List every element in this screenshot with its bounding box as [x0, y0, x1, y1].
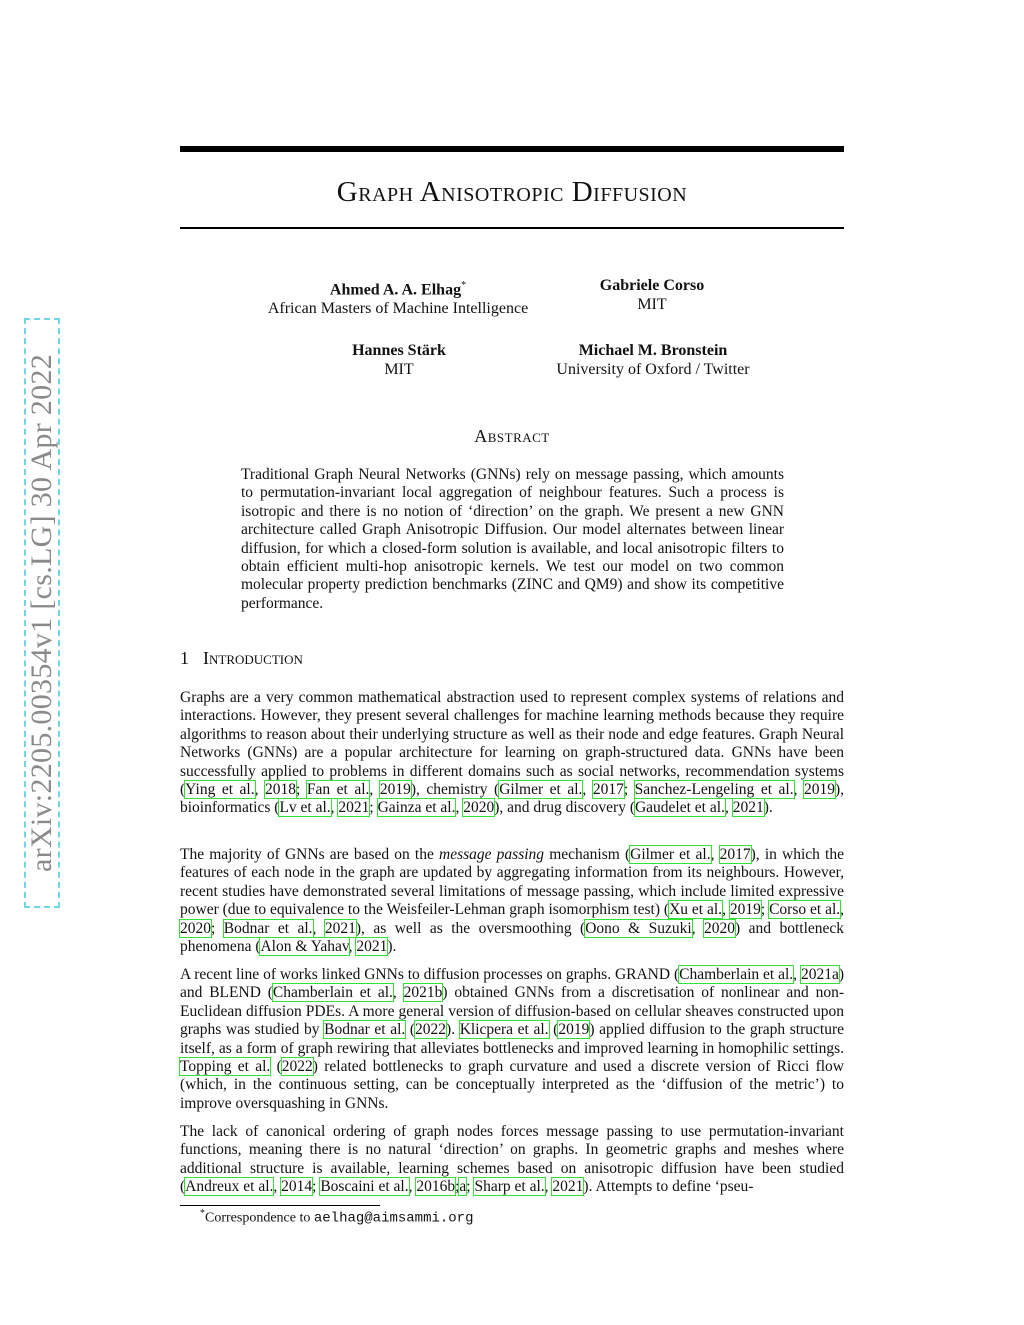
section-title: Introduction: [203, 648, 303, 668]
citation-link[interactable]: 2020: [704, 919, 736, 937]
citation-link[interactable]: 2021: [324, 919, 356, 937]
paragraph-1: Graphs are a very common mathematical abstraction used to represent complex systems of relations and interactions. However, they present several challenges for machine learning methods because they require algorithms to reason about their underlying structure as well as their node and edge features. Graph Neural Networks (GNNs) are a popular architecture for learning on graph-structured data. GNNs have been successfully applied to problems in different domains such as social networks, recommendation systems (Ying et al., 2018; Fan et al., 2019), chemistry (Gilmer et al., 2017; Sanchez-Lengeling et al., 2019), bioinformatics (Lv et al., 2021; Gainza et al., 2020), and drug discovery (Gaudelet et al., 2021).: [180, 689, 845, 817]
abstract-heading: Abstract: [474, 426, 550, 446]
footnote-rule: [180, 1205, 380, 1206]
paragraph-4: The lack of canonical ordering of graph nodes forces message passing to use permutation-invariant functions, meaning there is no natural ‘direction’ on graphs. In geometric graphs and meshes where additional structure is available, learning schemes based on anisotropic diffusion have been studied (Andreux et al., 2014; Boscaini et al., 2016b;a; Sharp et al., 2021). Attempts to define ‘pseu-: [180, 1123, 844, 1196]
author-name: Ahmed A. A. Elhag: [329, 281, 462, 299]
citation-link[interactable]: Chamberlain et al.: [272, 984, 393, 1002]
citation-link[interactable]: 2022: [281, 1058, 313, 1076]
paragraph-2: The majority of GNNs are based on the message passing mechanism (Gilmer et al., 2017), in which the features of each node in the graph are updated by aggregating information from its neighbours. However, recent studies have demonstrated several limitations of message passing, which include limited expressive power (due to equivalence to the Weisfeiler-Lehman graph isomorphism test) (Xu et al., 2019; Corso et al., 2020; Bodnar et al., 2021), as well as the oversmoothing (Oono & Suzuki, 2020) and bottleneck phenomena (Alon & Yahav, 2021).: [180, 846, 845, 956]
citation-link[interactable]: 2021: [338, 799, 370, 817]
citation-link[interactable]: Lv et al.: [279, 799, 331, 817]
citation-link[interactable]: 2020: [463, 799, 495, 817]
section-number: 1: [180, 648, 189, 668]
citation-link[interactable]: Ying et al.: [185, 781, 255, 799]
citation-link[interactable]: 2022: [415, 1021, 447, 1039]
citation-link[interactable]: 2017: [719, 846, 751, 863]
citation-link[interactable]: Fan et al.: [306, 781, 370, 799]
author-name: Hannes Stärk: [352, 342, 446, 359]
citation-link[interactable]: 2019: [804, 781, 835, 799]
citation-link[interactable]: 2021: [732, 799, 764, 817]
citation-link[interactable]: 2019: [729, 901, 761, 919]
author-affiliation: University of Oxford / Twitter: [556, 361, 750, 378]
author-affiliation: MIT: [637, 296, 667, 313]
citation-link[interactable]: 2017: [592, 781, 624, 799]
citation-link[interactable]: Xu et al.: [669, 901, 723, 919]
citation-link[interactable]: Chamberlain et al.: [679, 966, 794, 983]
citation-link[interactable]: Gainza et al.: [377, 799, 456, 817]
citation-link[interactable]: Sanchez-Lengeling et al.: [634, 781, 794, 799]
citation-link[interactable]: Corso et al.: [769, 901, 841, 919]
citation-link[interactable]: a: [459, 1178, 467, 1196]
citation-link[interactable]: Bodnar et al.: [324, 1021, 406, 1039]
email-link[interactable]: aelhag@aimsammi.org: [313, 1210, 474, 1227]
citation-link[interactable]: 2019: [379, 781, 411, 799]
title-top-rule: [180, 146, 844, 152]
citation-link[interactable]: 2014: [281, 1178, 313, 1196]
emphasis-term: message passing: [439, 846, 545, 863]
citation-link[interactable]: Boscaini et al.: [320, 1178, 409, 1196]
citation-link[interactable]: Oono & Suzuki: [585, 919, 692, 937]
paragraph-3: A recent line of works linked GNNs to diffusion processes on graphs. GRAND (Chamberlain et al., 2021a) and BLEND (Chamberlain et al., 2021b) obtained GNNs from a discretisation of nonlinear and non-Euclidean diffusion PDEs. A more general version of diffusion-based on cellular sheaves constructed upon graphs was studied by Bodnar et al. (2022). Klicpera et al. (2019) applied diffusion to the graph structure itself, as a form of graph rewiring that alleviates bottlenecks and improved learning in homophilic settings. Topping et al. (2022) related bottlenecks to graph curvature and used a discrete version of Ricci flow (which, in the continuous setting, can be conceptually interpreted as the ‘diffusion of the metric’) to improve oversquashing in GNNs.: [180, 966, 844, 1112]
citation-link[interactable]: 2021: [552, 1178, 584, 1196]
footnote: [200, 1208, 474, 1227]
citation-link[interactable]: Sharp et al.: [474, 1178, 545, 1196]
author-name: Michael M. Bronstein: [578, 342, 728, 359]
citation-link[interactable]: Gilmer et al.: [630, 846, 711, 863]
citation-link[interactable]: 2019: [558, 1021, 590, 1039]
author-block: [503, 341, 803, 379]
citation-link[interactable]: Gaudelet et al.: [634, 799, 725, 817]
footnote-marker: *: [461, 280, 467, 291]
citation-link[interactable]: Topping et al.: [180, 1058, 271, 1076]
author-block: [502, 276, 802, 314]
section-heading: [180, 648, 303, 669]
citation-link[interactable]: Klicpera et al.: [459, 1021, 549, 1039]
arxiv-identifier[interactable]: arXiv:2205.00354v1 [cs.LG] 30 Apr 2022: [25, 353, 58, 873]
citation-link[interactable]: Gilmer et al.: [499, 781, 583, 799]
citation-link[interactable]: 2018: [265, 781, 297, 799]
citation-link[interactable]: 2021a: [800, 966, 839, 983]
citation-link[interactable]: 2020: [180, 919, 211, 937]
footnote-marker: *: [200, 1208, 205, 1219]
footnote-text: Correspondence to: [205, 1210, 314, 1226]
citation-link[interactable]: Andreux et al.: [185, 1178, 274, 1196]
author-name: Gabriele Corso: [599, 277, 705, 294]
title-bottom-rule: [180, 227, 844, 229]
citation-link[interactable]: 2016b: [416, 1178, 456, 1196]
paper-title: Graph Anisotropic Diffusion: [336, 176, 688, 208]
citation-link[interactable]: 2021b: [403, 984, 443, 1002]
citation-link[interactable]: Alon & Yahav: [260, 938, 349, 956]
citation-link[interactable]: 2021: [356, 938, 388, 956]
abstract-text: Traditional Graph Neural Networks (GNNs) rely on message passing, which amounts to permutation-invariant local aggregation of neighbour features. Such a process is isotropic and there is no notion of ‘direction’ on the graph. We present a new GNN architecture called Graph Anisotropic Diffusion. Our model alternates between linear diffusion, for which a closed-form solution is available, and local anisotropic filters to obtain efficient multi-hop anisotropic kernels. We test our model on two common molecular property prediction benchmarks (ZINC and QM9) and show its competitive performance.: [241, 466, 784, 612]
citation-link[interactable]: Bodnar et al.: [223, 919, 313, 937]
author-affiliation: MIT: [384, 361, 414, 378]
author-affiliation: African Masters of Machine Intelligence: [267, 300, 529, 318]
